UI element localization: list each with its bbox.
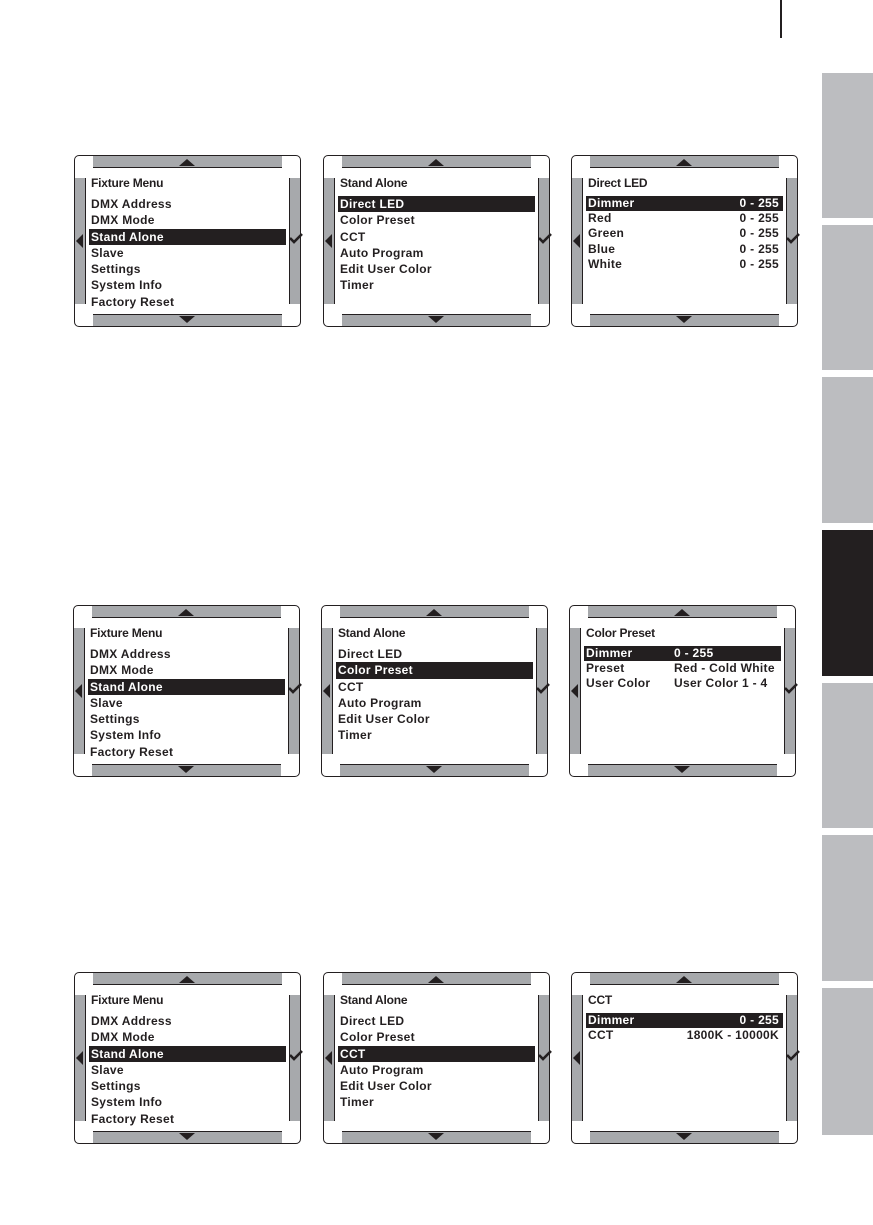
menu-item[interactable]: Settings xyxy=(90,712,140,727)
menu-item[interactable]: System Info xyxy=(91,1095,163,1110)
check-icon[interactable] xyxy=(538,1048,552,1062)
up-arrow-icon[interactable] xyxy=(674,609,690,616)
up-arrow-icon[interactable] xyxy=(676,159,692,166)
stand-alone-screen-2 xyxy=(321,605,548,777)
check-icon[interactable] xyxy=(784,681,798,695)
check-icon[interactable] xyxy=(536,681,550,695)
param-value: User Color 1 - 4 xyxy=(674,676,768,691)
down-arrow-icon[interactable] xyxy=(428,1133,444,1140)
top-rule xyxy=(780,0,782,38)
menu-item[interactable]: Auto Program xyxy=(340,245,424,260)
param-value: 0 - 255 xyxy=(739,211,779,226)
param-row[interactable] xyxy=(586,211,783,226)
param-row-selected[interactable] xyxy=(584,646,781,661)
left-arrow-icon[interactable] xyxy=(323,684,330,698)
menu-item-selected[interactable]: CCT xyxy=(338,1046,535,1062)
menu-item-selected[interactable]: Stand Alone xyxy=(88,679,285,695)
menu-item[interactable]: System Info xyxy=(90,728,162,743)
param-value: 0 - 255 xyxy=(674,646,714,660)
up-arrow-icon[interactable] xyxy=(676,976,692,983)
menu-item[interactable]: DMX Address xyxy=(91,1014,172,1028)
down-arrow-icon[interactable] xyxy=(179,1133,195,1140)
down-arrow-icon[interactable] xyxy=(426,766,442,773)
param-label: Dimmer xyxy=(588,196,635,210)
side-tab-3[interactable] xyxy=(822,377,873,523)
menu-item[interactable]: DMX Mode xyxy=(91,213,155,228)
up-arrow-icon[interactable] xyxy=(426,609,442,616)
param-row-selected[interactable] xyxy=(586,1013,783,1028)
side-tab-4-active[interactable] xyxy=(822,530,873,676)
down-arrow-icon[interactable] xyxy=(674,766,690,773)
left-arrow-icon[interactable] xyxy=(573,1051,580,1065)
param-label: White xyxy=(588,256,623,271)
screen-title: Stand Alone xyxy=(340,176,408,190)
param-value: 0 - 255 xyxy=(739,196,779,210)
param-label: CCT xyxy=(588,1028,614,1043)
param-value: Red - Cold White xyxy=(674,661,775,676)
up-arrow-icon[interactable] xyxy=(179,159,195,166)
menu-item[interactable]: DMX Mode xyxy=(91,1030,155,1045)
color-preset-screen xyxy=(569,605,796,777)
left-arrow-icon[interactable] xyxy=(76,1051,83,1065)
menu-item[interactable]: Factory Reset xyxy=(91,294,175,309)
down-arrow-icon[interactable] xyxy=(676,316,692,323)
menu-item-selected[interactable]: Stand Alone xyxy=(89,1046,286,1062)
menu-item[interactable]: DMX Address xyxy=(91,197,172,211)
menu-item-selected[interactable]: Stand Alone xyxy=(89,229,286,245)
side-tab-1[interactable] xyxy=(822,73,873,218)
side-tab-2[interactable] xyxy=(822,225,873,370)
param-value: 0 - 255 xyxy=(739,226,779,241)
param-label: Dimmer xyxy=(588,1013,635,1027)
side-tab-6[interactable] xyxy=(822,835,873,981)
menu-item[interactable]: Factory Reset xyxy=(91,1111,175,1126)
cct-screen xyxy=(571,972,798,1144)
check-icon[interactable] xyxy=(538,231,552,245)
menu-item[interactable]: DMX Address xyxy=(90,647,171,661)
left-arrow-icon[interactable] xyxy=(75,684,82,698)
stand-alone-screen-3 xyxy=(323,972,550,1144)
up-arrow-icon[interactable] xyxy=(178,609,194,616)
down-arrow-icon[interactable] xyxy=(676,1133,692,1140)
param-row[interactable] xyxy=(586,226,783,241)
check-icon[interactable] xyxy=(288,681,302,695)
fixture-menu-screen-1 xyxy=(74,155,301,327)
param-row[interactable] xyxy=(584,676,781,691)
param-row[interactable] xyxy=(584,661,781,676)
check-icon[interactable] xyxy=(289,231,303,245)
menu-item[interactable]: Edit User Color xyxy=(340,262,432,277)
side-tab-5[interactable] xyxy=(822,683,873,828)
menu-item[interactable]: Edit User Color xyxy=(338,712,430,727)
check-icon[interactable] xyxy=(289,1048,303,1062)
param-label: User Color xyxy=(586,676,651,691)
menu-item[interactable]: System Info xyxy=(91,278,163,293)
screen-title: Color Preset xyxy=(586,626,655,640)
menu-item[interactable]: CCT xyxy=(338,679,364,694)
menu-item[interactable]: Slave xyxy=(91,245,124,260)
stand-alone-screen-1 xyxy=(323,155,550,327)
menu-item[interactable]: Edit User Color xyxy=(340,1079,432,1094)
left-arrow-icon[interactable] xyxy=(325,234,332,248)
param-row-selected[interactable] xyxy=(586,196,783,211)
param-label: Red xyxy=(588,211,612,226)
menu-item[interactable]: Settings xyxy=(91,1079,141,1094)
menu-item[interactable]: Direct LED xyxy=(340,1014,405,1028)
down-arrow-icon[interactable] xyxy=(428,316,444,323)
left-arrow-icon[interactable] xyxy=(571,684,578,698)
side-tab-7[interactable] xyxy=(822,988,873,1135)
param-row[interactable] xyxy=(586,242,783,257)
screen-title: Direct LED xyxy=(588,176,648,190)
param-label: Green xyxy=(588,226,625,241)
up-arrow-icon[interactable] xyxy=(179,976,195,983)
menu-item[interactable]: Slave xyxy=(90,695,123,710)
left-arrow-icon[interactable] xyxy=(325,1051,332,1065)
param-value: 1800K - 10000K xyxy=(686,1028,779,1043)
screen-title: Fixture Menu xyxy=(91,176,164,190)
up-arrow-icon[interactable] xyxy=(428,976,444,983)
param-label: Blue xyxy=(588,241,616,256)
param-value: 0 - 255 xyxy=(739,241,779,256)
menu-item[interactable]: Timer xyxy=(338,728,372,743)
menu-item[interactable]: Direct LED xyxy=(338,647,403,661)
up-arrow-icon[interactable] xyxy=(428,159,444,166)
menu-item[interactable]: Color Preset xyxy=(340,1030,415,1045)
screen-title: CCT xyxy=(588,993,613,1007)
menu-item[interactable]: Timer xyxy=(340,1095,374,1110)
menu-item[interactable]: Timer xyxy=(340,278,374,293)
menu-item[interactable]: DMX Mode xyxy=(90,663,154,678)
menu-item[interactable]: Color Preset xyxy=(340,213,415,228)
param-label: Dimmer xyxy=(586,646,633,660)
param-label: Preset xyxy=(586,661,625,676)
left-arrow-icon[interactable] xyxy=(76,234,83,248)
menu-item[interactable]: CCT xyxy=(340,229,366,244)
param-value: 0 - 255 xyxy=(739,1013,779,1027)
down-arrow-icon[interactable] xyxy=(178,766,194,773)
fixture-menu-screen-3 xyxy=(74,972,301,1144)
fixture-menu-screen-2 xyxy=(73,605,300,777)
menu-item[interactable]: Factory Reset xyxy=(90,744,174,759)
screen-title: Stand Alone xyxy=(340,993,408,1007)
menu-item-selected[interactable]: Direct LED xyxy=(338,196,535,212)
screen-title: Stand Alone xyxy=(338,626,406,640)
menu-item[interactable]: Auto Program xyxy=(338,695,422,710)
param-value: 0 - 255 xyxy=(739,256,779,271)
direct-led-screen xyxy=(571,155,798,327)
left-arrow-icon[interactable] xyxy=(573,234,580,248)
param-row[interactable] xyxy=(586,257,783,272)
check-icon[interactable] xyxy=(786,231,800,245)
menu-item[interactable]: Settings xyxy=(91,262,141,277)
check-icon[interactable] xyxy=(786,1048,800,1062)
down-arrow-icon[interactable] xyxy=(179,316,195,323)
menu-item[interactable]: Slave xyxy=(91,1062,124,1077)
screen-title: Fixture Menu xyxy=(91,993,164,1007)
menu-item-selected[interactable]: Color Preset xyxy=(336,662,533,678)
menu-item[interactable]: Auto Program xyxy=(340,1062,424,1077)
param-row[interactable] xyxy=(586,1028,783,1043)
screen-title: Fixture Menu xyxy=(90,626,163,640)
